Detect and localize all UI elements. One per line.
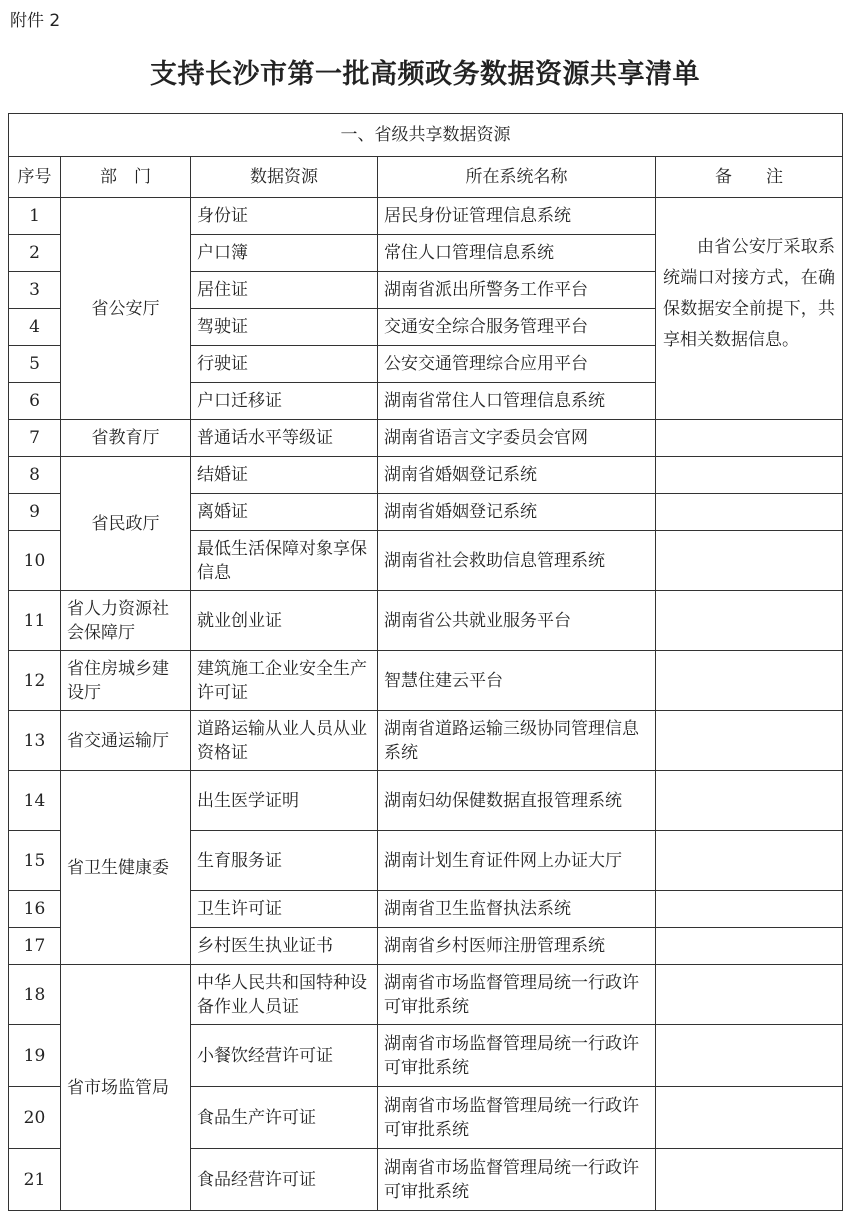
row-number: 15: [9, 831, 61, 891]
row-number: 2: [9, 235, 61, 272]
resource-cell: 最低生活保障对象享保信息: [191, 531, 378, 591]
system-cell: 湖南省市场监督管理局统一行政许可审批系统: [378, 1149, 656, 1211]
dept-cell: 省交通运输厅: [61, 711, 191, 771]
row-number: 9: [9, 494, 61, 531]
resource-cell: 结婚证: [191, 457, 378, 494]
row-number: 8: [9, 457, 61, 494]
table-row: [9, 591, 843, 651]
row-number: 18: [9, 965, 61, 1025]
row-number: 20: [9, 1087, 61, 1149]
remark-cell: [656, 711, 843, 771]
system-cell: 湖南省市场监督管理局统一行政许可审批系统: [378, 1087, 656, 1149]
table-row: [9, 651, 843, 711]
row-number: 14: [9, 771, 61, 831]
row-number: 6: [9, 383, 61, 420]
row-number: 7: [9, 420, 61, 457]
remark-cell: [656, 651, 843, 711]
system-cell: 湖南省公共就业服务平台: [378, 591, 656, 651]
header-resource: 数据资源: [191, 157, 378, 198]
resource-cell: 行驶证: [191, 346, 378, 383]
resource-cell: 驾驶证: [191, 309, 378, 346]
system-cell: 湖南省乡村医师注册管理系统: [378, 928, 656, 965]
remark-cell: [656, 494, 843, 531]
system-cell: 常住人口管理信息系统: [378, 235, 656, 272]
remark-cell: [656, 831, 843, 891]
system-cell: 智慧住建云平台: [378, 651, 656, 711]
row-number: 19: [9, 1025, 61, 1087]
resource-cell: 小餐饮经营许可证: [191, 1025, 378, 1087]
remark-cell: [656, 531, 843, 591]
dept-cell: 省民政厅: [61, 457, 191, 591]
system-cell: 湖南计划生育证件网上办证大厅: [378, 831, 656, 891]
resource-cell: 普通话水平等级证: [191, 420, 378, 457]
resource-cell: 身份证: [191, 198, 378, 235]
dept-cell: 省住房城乡建设厅: [61, 651, 191, 711]
resource-cell: 就业创业证: [191, 591, 378, 651]
table-row: [9, 711, 843, 771]
remark-cell: [656, 891, 843, 928]
remark-cell: [656, 1087, 843, 1149]
dept-cell: 省人力资源社会保障厅: [61, 591, 191, 651]
system-cell: 湖南省婚姻登记系统: [378, 494, 656, 531]
row-number: 21: [9, 1149, 61, 1211]
remark-cell: [656, 1149, 843, 1211]
system-cell: 湖南省市场监督管理局统一行政许可审批系统: [378, 1025, 656, 1087]
resource-cell: 食品经营许可证: [191, 1149, 378, 1211]
remark-cell: [656, 771, 843, 831]
dept-cell: 省市场监管局: [61, 965, 191, 1211]
resource-cell: 生育服务证: [191, 831, 378, 891]
resource-cell: 户口迁移证: [191, 383, 378, 420]
system-cell: 湖南省语言文字委员会官网: [378, 420, 656, 457]
resource-cell: 中华人民共和国特种设备作业人员证: [191, 965, 378, 1025]
system-cell: 居民身份证管理信息系统: [378, 198, 656, 235]
document-title: 支持长沙市第一批高频政务数据资源共享清单: [150, 59, 700, 90]
row-number: 11: [9, 591, 61, 651]
remark-cell: [656, 591, 843, 651]
section-title: 一、省级共享数据资源: [9, 114, 843, 157]
header-remark: 备 注: [656, 157, 843, 198]
remark-cell: [656, 965, 843, 1025]
resource-cell: 户口簿: [191, 235, 378, 272]
system-cell: 湖南妇幼保健数据直报管理系统: [378, 771, 656, 831]
system-cell: 公安交通管理综合应用平台: [378, 346, 656, 383]
data-sharing-table: [8, 113, 843, 1211]
row-number: 1: [9, 198, 61, 235]
dept-cell: 省公安厅: [61, 198, 191, 420]
system-cell: 湖南省卫生监督执法系统: [378, 891, 656, 928]
attachment-label: 附件 2: [10, 11, 61, 31]
resource-cell: 食品生产许可证: [191, 1087, 378, 1149]
remark-cell: [656, 457, 843, 494]
row-number: 17: [9, 928, 61, 965]
table-row: [9, 420, 843, 457]
remark-cell: [656, 198, 843, 420]
row-number: 13: [9, 711, 61, 771]
resource-cell: 居住证: [191, 272, 378, 309]
remark-cell: [656, 1025, 843, 1087]
resource-cell: 道路运输从业人员从业资格证: [191, 711, 378, 771]
row-number: 16: [9, 891, 61, 928]
header-system: 所在系统名称: [378, 157, 656, 198]
system-cell: 湖南省道路运输三级协同管理信息系统: [378, 711, 656, 771]
remark-cell: [656, 420, 843, 457]
system-cell: 湖南省市场监督管理局统一行政许可审批系统: [378, 965, 656, 1025]
table-row: [9, 457, 843, 494]
table-row: [9, 771, 843, 831]
resource-cell: 离婚证: [191, 494, 378, 531]
row-number: 3: [9, 272, 61, 309]
resource-cell: 乡村医生执业证书: [191, 928, 378, 965]
remark-cell: [656, 928, 843, 965]
table-row: [9, 198, 843, 235]
dept-cell: 省卫生健康委: [61, 771, 191, 965]
resource-cell: 建筑施工企业安全生产许可证: [191, 651, 378, 711]
row-number: 12: [9, 651, 61, 711]
system-cell: 湖南省派出所警务工作平台: [378, 272, 656, 309]
system-cell: 湖南省婚姻登记系统: [378, 457, 656, 494]
dept-cell: 省教育厅: [61, 420, 191, 457]
system-cell: 交通安全综合服务管理平台: [378, 309, 656, 346]
row-number: 5: [9, 346, 61, 383]
header-row: [9, 157, 843, 198]
remark-text: 由省公安厅采取系统端口对接方式，在确保数据安全前提下，共享相关数据信息。: [663, 237, 836, 350]
header-no: 序号: [9, 157, 61, 198]
system-cell: 湖南省常住人口管理信息系统: [378, 383, 656, 420]
system-cell: 湖南省社会救助信息管理系统: [378, 531, 656, 591]
row-number: 10: [9, 531, 61, 591]
table-row: [9, 965, 843, 1025]
row-number: 4: [9, 309, 61, 346]
resource-cell: 出生医学证明: [191, 771, 378, 831]
header-dept: 部 门: [61, 157, 191, 198]
resource-cell: 卫生许可证: [191, 891, 378, 928]
